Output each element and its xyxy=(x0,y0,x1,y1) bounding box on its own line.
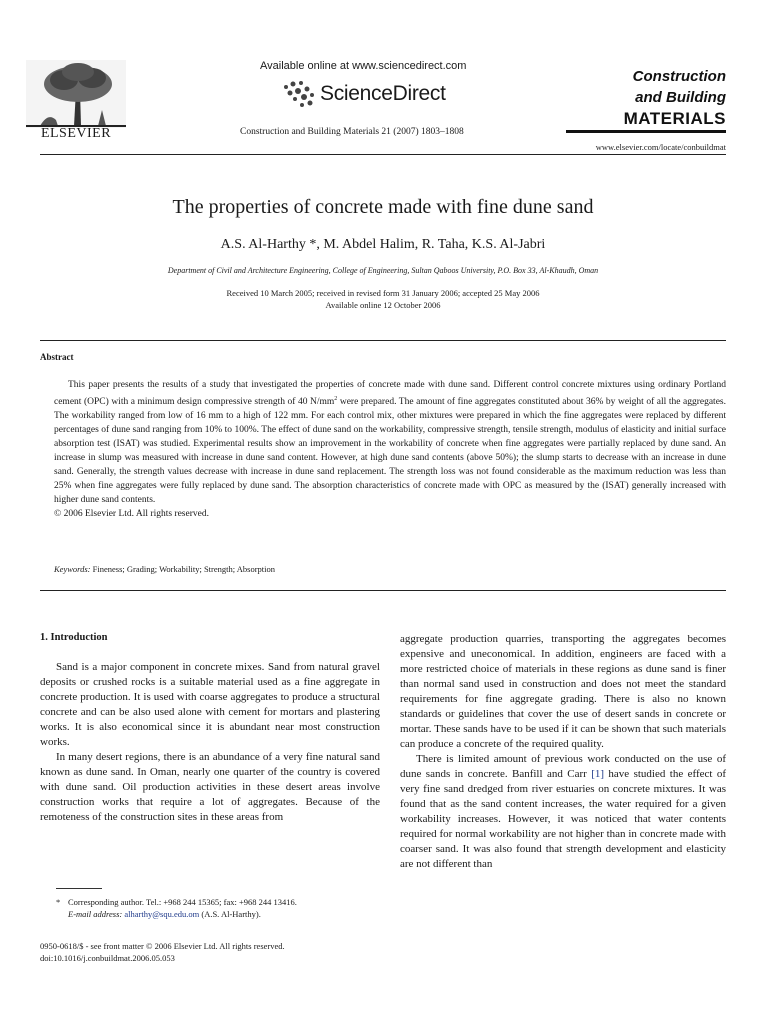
elsevier-logo xyxy=(26,60,126,144)
email-suffix: (A.S. Al-Harthy). xyxy=(199,908,261,919)
right-column xyxy=(400,632,726,872)
available-online-text[interactable]: Available online at www.sciencedirect.com xyxy=(260,60,467,72)
sciencedirect-logo[interactable] xyxy=(282,78,446,110)
elsevier-tree-icon xyxy=(26,60,126,128)
header-divider xyxy=(40,154,726,155)
intro-paragraph-1: Sand is a major component in concrete mixes. Sand from natural gravel deposits or crushed rocks is a suitable material used as a fine aggregate in concrete production. It is used with coarse aggregates to produce a structural concrete and can be also used alone with cement for mortars and plastering works. It is also economical since it is abundant near most construction works. xyxy=(40,661,380,748)
journal-brand-line3: MATERIALS xyxy=(623,109,726,128)
sciencedirect-dots-icon xyxy=(282,79,318,109)
keywords-label: Keywords: xyxy=(54,564,91,574)
reference-link-1[interactable]: [1] xyxy=(591,768,605,780)
intro-paragraph-4 xyxy=(400,752,726,872)
intro-p4-part1: There is limited amount of previous work conducted on the use of dune sands in concrete. Banfill and Carr xyxy=(400,753,726,780)
journal-brand-line2: and Building xyxy=(635,89,726,106)
abstract-copyright: © 2006 Elsevier Ltd. All rights reserved. xyxy=(54,509,209,520)
abstract-text-part1: This paper presents the results of a study that investigated the properties of concrete made with dune sand. Different control concrete mixtures using ordinary Portland cement (OPC) with a minimum design compressive strength of 40 N/mm xyxy=(54,380,726,408)
journal-brand xyxy=(566,66,726,130)
journal-url-link[interactable]: www.elsevier.com/locate/conbuildmat xyxy=(595,142,726,152)
keywords-list: Fineness; Grading; Workability; Strength; Absorption xyxy=(90,564,276,574)
abstract-heading: Abstract xyxy=(40,352,74,362)
footnote-mark: * xyxy=(56,897,61,907)
section-heading-introduction: 1. Introduction xyxy=(40,632,108,643)
email-link[interactable]: alharthy@squ.edu.om xyxy=(124,908,200,919)
brand-divider xyxy=(566,130,726,133)
abstract-top-divider xyxy=(40,340,726,341)
footnote-corresponding xyxy=(56,897,386,909)
left-column xyxy=(40,660,380,825)
email-label: E-mail address: xyxy=(68,908,123,919)
authors: A.S. Al-Harthy *, M. Abdel Halim, R. Taha, K.S. Al-Jabri xyxy=(220,237,546,252)
abstract-paragraph xyxy=(54,378,726,507)
publisher-name: ELSEVIER xyxy=(40,126,112,141)
journal-brand-line1: Construction xyxy=(632,68,726,85)
footnote-contact: Corresponding author. Tel.: +968 244 15365; fax: +968 244 13416. xyxy=(68,897,297,907)
intro-paragraph-3: aggregate production quarries, transporting the aggregates becomes expensive and uneconomical. In addition, engineers are faced with a more restricted choice of materials in these regions as dune sand is finer than normal sand used in construction and does not meet the standard requirements for fine aggregate grading. There is also no known standards or guidelines that cover the use of desert sands in concrete or mortar. These sands have to be used if it can be shown that such materials can produce a concrete of the required quality. xyxy=(400,633,726,750)
affiliation: Department of Civil and Architecture Engineering, College of Engineering, Sultan Qaboos University, P.O. Box 33, Al-Khaudh, Oman xyxy=(167,266,599,275)
received-dates: Received 10 March 2005; received in revised form 31 January 2006; accepted 25 May 2006 xyxy=(226,288,540,298)
doi-link[interactable]: doi:10.1016/j.conbuildmat.2006.05.053 xyxy=(40,953,175,963)
abstract-text-part2: were prepared. The amount of fine aggregates constituted about 36% by weight of all the aggregates. The workability ranged from low of 16 mm to a high of 122 mm. For each control mix, other mixtures were prepared in which the fine aggregates were replaced by different percentages of dune sand ranging from 10% to 100%. The effect of dune sand on the workability, compressive strength, tensile strength, modulus of elasticity and initial surface absorption test (ISAT) was studied. Experimental results show an improvement in the workability of concrete when fine aggregates were partially replaced by dune sand. An increase in slump was measured with increase in dune sand content. However, at high dune sand contents (above 50%); the slump starts to decrease with an increase in dune sand. Generally, the strength values decrease with increase in dune sand replacement. The strength loss was not found considerable as the maximum reduction was less than 25% when fine aggregates were fully replaced by dune sand. The absorption characteristics of concrete made with OPC as measured by the (ISAT) generally increased with higher dune sand contents. xyxy=(54,397,726,506)
online-date: Available online 12 October 2006 xyxy=(325,300,441,310)
issn-line: 0950-0618/$ - see front matter © 2006 Elsevier Ltd. All rights reserved. xyxy=(40,941,285,951)
sciencedirect-wordmark: ScienceDirect xyxy=(320,82,446,105)
footnote-divider xyxy=(56,888,102,889)
abstract-body xyxy=(54,378,726,521)
paper-title: The properties of concrete made with fine dune sand xyxy=(172,196,594,218)
footnote-email-line xyxy=(56,909,386,921)
abstract-superscript: 2 xyxy=(334,396,338,402)
footnote xyxy=(56,897,386,920)
keywords xyxy=(54,564,726,574)
intro-p4-part2: have studied the effect of very fine sand dredged from river estuaries on concrete mixtures. It was found that as the sand content increases, the water required for a given workability increases. However, it was noticed that water contents required for normal workability are not higher than in concrete made with coarser sand. It was also found that strength development and elasticity are not different than xyxy=(400,768,726,870)
intro-paragraph-2: In many desert regions, there is an abundance of a very fine natural sand known as dune sand. In Oman, nearly one quarter of the country is covered with dune sand. Oil production activities in these desert areas involve construction works that require a lot of aggregates. Because of the remoteness of the construction sites in these areas from xyxy=(40,751,380,823)
abstract-bottom-divider xyxy=(40,590,726,591)
journal-citation: Construction and Building Materials 21 (2007) 1803–1808 xyxy=(240,127,464,137)
